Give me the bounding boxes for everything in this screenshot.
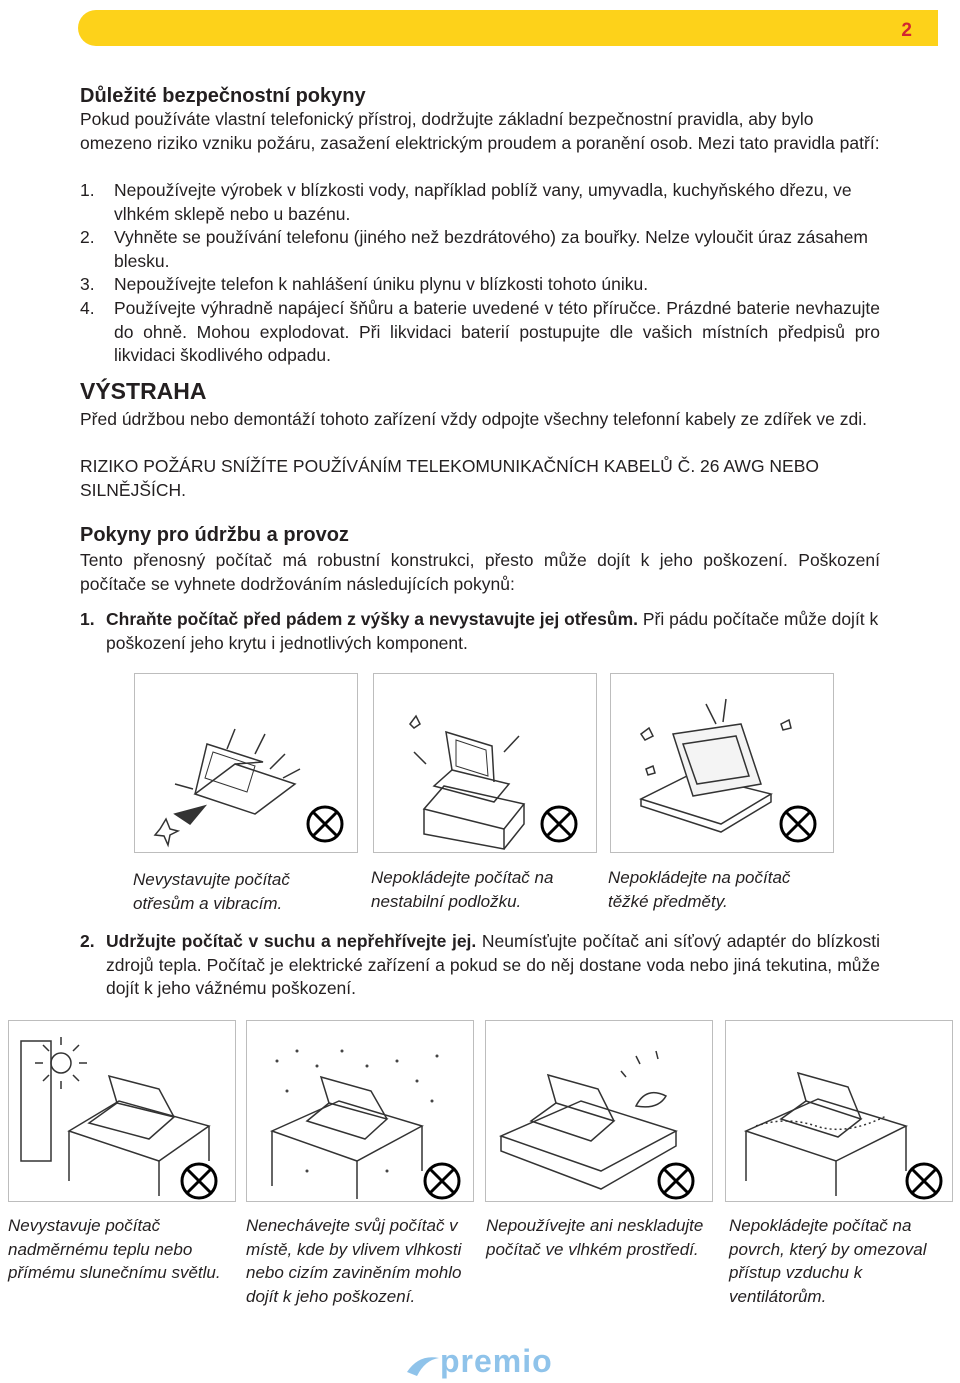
list-item: 2. Vyhněte se používání telefonu (jiného než bezdrátového) za bouřky. Nelze vyloučit úraz zásahem blesku. — [80, 227, 868, 271]
list-item: 4. Používejte výhradně napájecí šňůru a baterie uvedené v této příručce. Prázdné baterie nevhazujte do ohně. Mohou explodovat. Při likvidaci baterií postupujte dle vašich místních předpisů pro likvidaci škodlivého odpadu. — [80, 297, 880, 366]
caption-ventilation: Nepokládejte počítač na povrch, který by omezoval přístup vzduchu k ventilátorům. — [729, 1216, 927, 1306]
caption-heat-sun: Nevystavuje počítač nadměrnému teplu nebo přímému slunečnímu světlu. — [8, 1216, 221, 1282]
warning-text-2: RIZIKO POŽÁRU SNÍŽÍTE POUŽÍVÁNÍM TELEKOMUNIKAČNÍCH KABELŮ Č. 26 AWG NEBO SILNĚJŠÍCH. — [80, 456, 820, 500]
care-intro: Tento přenosný počítač má robustní konstrukci, přesto může dojít k jeho poškození. Poškození počítače se vyhnete dodržováním následujících pokynů: — [80, 550, 880, 594]
prohibited-icon — [907, 1164, 941, 1198]
premio-logo-swoosh — [405, 1352, 445, 1380]
list-item: 1. Nepoužívejte výrobek v blízkosti vody, například poblíž vany, umyvadla, kuchyňského dřezu, ve vlhkém sklepě nebo u bazénu. — [80, 180, 852, 224]
care-item-1: 1. Chraňte počítač před pádem z výšky a nevystavujte jej otřesům. Při pádu počítače může dojít k poškození jeho krytu i jednotlivých komponent. — [80, 609, 879, 653]
illustration-humid — [485, 1020, 713, 1202]
list-item: 3. Nepoužívejte telefon k nahlášení úniku plynu v blízkosti tohoto úniku. — [80, 274, 649, 295]
illustration-heavy-objects — [610, 673, 834, 853]
prohibited-icon — [781, 807, 815, 841]
warning-heading: VÝSTRAHA — [80, 378, 207, 404]
premio-logo: premio — [440, 1343, 553, 1379]
safety-intro: Pokud používáte vlastní telefonický přístroj, dodržujte základní bezpečnostní pravidla, aby bylo omezeno riziko vzniku požáru, zasažení elektrickým proudem a poranění osob. Mezi tato pravidla patří: — [80, 109, 880, 153]
caption-vibration: Nevystavujte počítač otřesům a vibracím. — [133, 870, 290, 913]
caption-humid: Nepoužívejte ani neskladujte počítač ve vlhkém prostředí. — [486, 1216, 704, 1259]
caption-unstable-surface: Nepokládejte počítač na nestabilní podložku. — [371, 868, 554, 911]
page-number: 2 — [901, 20, 912, 41]
prohibited-icon — [425, 1164, 459, 1198]
safety-list — [80, 179, 880, 368]
page-header-bar — [78, 10, 938, 46]
safety-heading: Důležité bezpečnostní pokyny — [80, 85, 366, 107]
illustration-unstable-surface — [373, 673, 597, 853]
care-item-2: 2. Udržujte počítač v suchu a nepřehřívejte jej. Neumísťujte počítač ani síťový adaptér do blízkosti zdrojů tepla. Počítač je elektrické zařízení a pokud se do něj dostane voda nebo jiná tekutina, může dojít k jeho vážnému poškození. — [80, 931, 880, 999]
illustration-heat-sun — [8, 1020, 236, 1202]
warning-text-1: Před údržbou nebo demontáží tohoto zařízení vždy odpojte všechny telefonní kabely ze zdířek ve zdi. — [80, 409, 867, 429]
caption-heavy-objects: Nepokládejte na počítač těžké předměty. — [608, 868, 791, 911]
prohibited-icon — [542, 807, 576, 841]
illustration-vibration — [134, 673, 358, 853]
prohibited-icon — [308, 807, 342, 841]
prohibited-icon — [182, 1164, 216, 1198]
care-heading: Pokyny pro údržbu a provoz — [80, 524, 349, 546]
caption-moisture: Nenechávejte svůj počítač v místě, kde by vlivem vlhkosti nebo cizím zaviněním mohlo dojít k jeho poškození. — [246, 1216, 462, 1306]
illustration-ventilation — [725, 1020, 953, 1202]
illustration-moisture — [246, 1020, 474, 1202]
prohibited-icon — [659, 1164, 693, 1198]
